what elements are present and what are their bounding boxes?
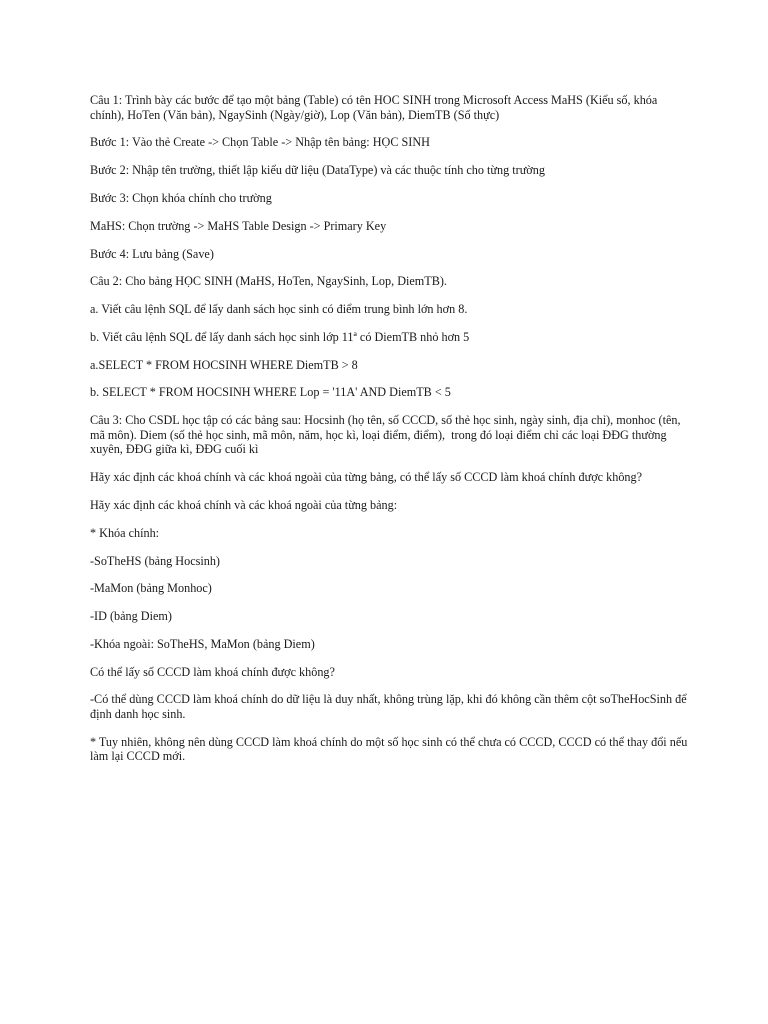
primary-key-heading: * Khóa chính:	[90, 525, 160, 540]
step-2: Bước 2: Nhập tên trường, thiết lập kiểu dữ liệu (DataType) và các thuộc tính cho từng trường	[90, 163, 545, 178]
cccd-answer-however: * Tuy nhiên, không nên dùng CCCD làm khoá chính do một số học sinh có thể chưa có CCCD, CCCD có thể thay đổi nếu làm lại CCCD mới.	[90, 734, 691, 764]
step-3-detail: MaHS: Chọn trường -> MaHS Table Design -> Primary Key	[90, 218, 387, 233]
cccd-answer-yes: -Có thể dùng CCCD làm khoá chính do dữ liệu là duy nhất, không trùng lặp, khi đó không cần thêm cột soTheHocSinh để định danh học sinh.	[90, 692, 690, 721]
question-3-task: Hãy xác định các khoá chính và các khoá ngoài của từng bảng, có thể lấy số CCCD làm khoá chính được không?	[90, 470, 643, 485]
primary-key-diem: -ID (bảng Diem)	[90, 609, 172, 624]
cccd-question: Có thể lấy số CCCD làm khoá chính được không?	[90, 664, 335, 679]
foreign-key-diem: -Khóa ngoài: SoTheHS, MaMon (bảng Diem)	[90, 636, 315, 651]
answer-2a-sql: a.SELECT * FROM HOCSINH WHERE DiemTB > 8	[90, 357, 358, 372]
question-2b: b. Viết câu lệnh SQL để lấy danh sách học sinh lớp 11ª có DiemTB nhỏ hơn 5	[90, 329, 470, 344]
primary-key-hocsinh: -SoTheHS (bảng Hocsinh)	[90, 553, 220, 568]
question-2-prompt: Câu 2: Cho bảng HỌC SINH (MaHS, HoTen, NgaySinh, Lop, DiemTB).	[90, 274, 447, 289]
step-1: Bước 1: Vào thẻ Create -> Chọn Table -> Nhập tên bảng: HỌC SINH	[90, 135, 430, 150]
question-1-prompt: Câu 1: Trình bày các bước để tạo một bảng (Table) có tên HOC SINH trong Microsoft Access MaHS (Kiểu số, khóa chính), HoTen (Văn bản), NgaySinh (Ngày/giờ), Lop (Văn bản), DiemTB (Số thực)	[90, 93, 661, 122]
answer-3-heading: Hãy xác định các khoá chính và các khoá ngoài của từng bảng:	[90, 497, 398, 512]
step-3: Bước 3: Chọn khóa chính cho trường	[90, 190, 272, 205]
primary-key-monhoc: -MaMon (bảng Monhoc)	[90, 581, 212, 596]
answer-2b-sql: b. SELECT * FROM HOCSINH WHERE Lop = '11A' AND DiemTB < 5	[90, 385, 451, 400]
step-4: Bước 4: Lưu bảng (Save)	[90, 246, 214, 261]
document-page	[90, 93, 690, 777]
question-2a: a. Viết câu lệnh SQL để lấy danh sách học sinh có điểm trung bình lớn hơn 8.	[90, 302, 468, 317]
question-3-prompt: Câu 3: Cho CSDL học tập có các bảng sau: Hocsinh (họ tên, số CCCD, số thẻ học sinh, ngày sinh, địa chỉ), monhoc (tên, mã môn). Diem (số thẻ học sinh, mã môn, năm, học kì, loại điểm, điểm), trong đó loại điểm chỉ các loại ĐĐG thường xuyên, ĐĐG giữa kì, ĐĐG cuối kì	[90, 413, 684, 457]
